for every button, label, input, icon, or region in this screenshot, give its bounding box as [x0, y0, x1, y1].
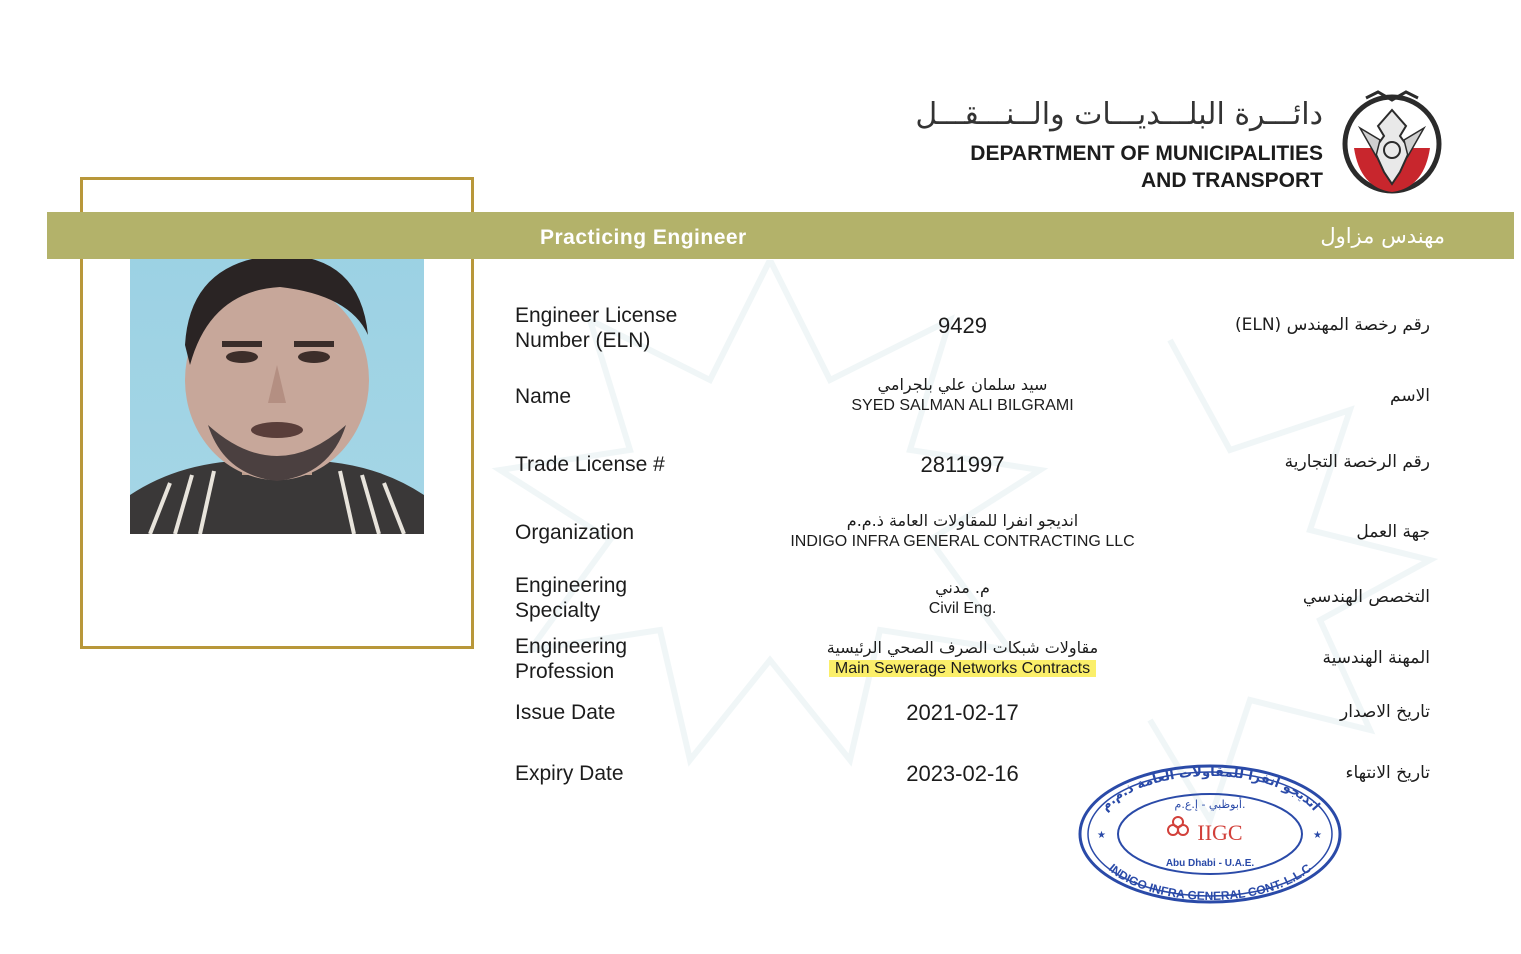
- profession-value-arabic: مقاولات شبكات الصرف الصحي الرئيسية: [826, 638, 1099, 657]
- specialty-label-line1: Engineering: [515, 574, 628, 597]
- profession-label-line2: Profession: [515, 660, 615, 683]
- department-title-line1: DEPARTMENT OF MUNICIPALITIES: [970, 142, 1323, 165]
- issue-date-row: [515, 700, 1430, 730]
- department-title-line2: AND TRANSPORT: [1141, 169, 1323, 192]
- title-band: [47, 212, 1514, 259]
- specialty-row: [515, 573, 1430, 625]
- specialty-value-english: Civil Eng.: [928, 600, 997, 617]
- expiry-date-value: 2023-02-16: [906, 761, 1019, 786]
- organization-row: [515, 510, 1430, 558]
- profession-label: [515, 634, 735, 684]
- eln-row: [515, 303, 1430, 355]
- eln-label-line2: Number (ELN): [515, 329, 651, 352]
- eln-value: 9429: [938, 313, 987, 338]
- eln-label-line1: Engineer License: [515, 304, 678, 327]
- name-label: Name: [515, 385, 572, 408]
- band-title-arabic: مهندس مزاول: [1320, 224, 1445, 248]
- falcon-emblem-icon: [1340, 88, 1444, 200]
- portrait-photo: [130, 225, 424, 534]
- stamp-logo-text: IIGC: [1197, 820, 1243, 845]
- trade-license-value: 2811997: [920, 452, 1005, 477]
- trade-license-label-arabic: رقم الرخصة التجارية: [1284, 452, 1430, 472]
- issue-date-label-arabic: تاريخ الاصدار: [1340, 702, 1430, 722]
- profession-value-english: Main Sewerage Networks Contracts: [829, 660, 1096, 677]
- band-title-english: Practicing Engineer: [540, 226, 747, 249]
- trade-license-row: [515, 452, 1430, 482]
- issue-date-label: Issue Date: [515, 701, 616, 724]
- specialty-value-arabic: م. مدني: [935, 578, 990, 597]
- name-label-arabic: الاسم: [1390, 386, 1430, 406]
- company-stamp: [1075, 762, 1345, 907]
- profession-label-line1: Engineering: [515, 635, 628, 658]
- stamp-location: Abu Dhabi - U.A.E.: [1165, 858, 1255, 869]
- organization-label-arabic: جهة العمل: [1356, 522, 1430, 542]
- name-row: [515, 374, 1430, 422]
- stamp-star-icon-right: ★: [1313, 830, 1322, 841]
- stamp-star-icon-left: ★: [1097, 830, 1106, 841]
- specialty-label-arabic: التخصص الهندسي: [1302, 587, 1430, 607]
- profession-row: [515, 634, 1430, 686]
- portrait-illustration: [130, 225, 424, 534]
- specialty-value: [735, 577, 1190, 619]
- eln-label-arabic: رقم رخصة المهندس (ELN): [1234, 315, 1430, 335]
- specialty-label: [515, 573, 735, 623]
- expiry-date-label: Expiry Date: [515, 762, 624, 785]
- profession-value-english-wrap: [735, 659, 1190, 679]
- eln-label: [515, 303, 735, 353]
- name-value: [735, 374, 1190, 416]
- name-value-english: SYED SALMAN ALI BILGRAMI: [851, 397, 1074, 414]
- stamp-inner-text-arabic: أبوظبي - إ.ع.م.: [1174, 798, 1246, 811]
- organization-value-arabic: انديجو انفرا للمقاولات العامة ذ.م.م: [846, 511, 1079, 530]
- stamp-outer-text-english: INDIGO INFRA GENERAL CONT. L.L.C: [1106, 860, 1314, 904]
- profession-label-arabic: المهنة الهندسية: [1322, 648, 1430, 668]
- name-value-arabic: سيد سلمان علي بلجرامي: [877, 375, 1048, 394]
- organization-value: [735, 510, 1190, 552]
- organization-value-english: INDIGO INFRA GENERAL CONTRACTING LLC: [790, 533, 1135, 550]
- stamp-logo-icon: [1168, 817, 1188, 835]
- expiry-date-label-arabic: تاريخ الانتهاء: [1345, 763, 1430, 783]
- profession-value: [735, 637, 1190, 679]
- organization-label: Organization: [515, 521, 635, 544]
- trade-license-label: Trade License #: [515, 453, 665, 476]
- issue-date-value: 2021-02-17: [906, 700, 1019, 725]
- specialty-label-line2: Specialty: [515, 599, 601, 622]
- department-title-arabic: دائـــرة البلـــديـــات والــنـــقـــل: [915, 97, 1323, 132]
- stamp-outer-text-arabic: انديجو انفرا للمقاولات العامة ذ.م.م: [1097, 764, 1323, 815]
- department-title-english: [970, 140, 1323, 194]
